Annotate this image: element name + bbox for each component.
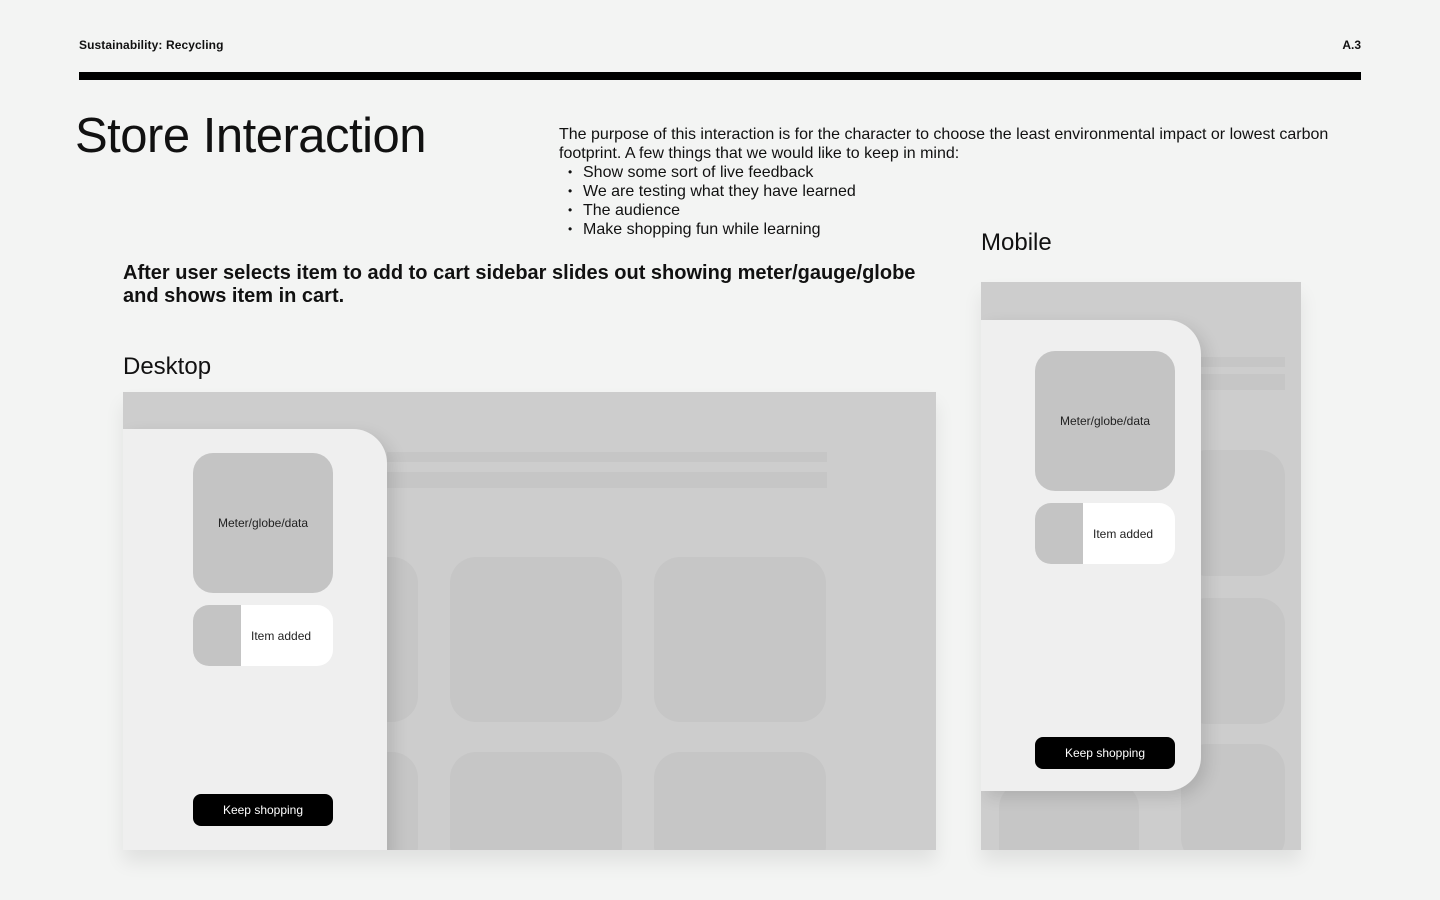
mobile-mockup (981, 282, 1301, 850)
keep-shopping-button[interactable]: Keep shopping (1035, 737, 1175, 769)
page-title: Store Interaction (75, 109, 427, 163)
intro-text: The purpose of this interaction is for the character to choose the least environmental impact or lowest carbon footprint. A few things that we would like to keep in mind: (559, 126, 1329, 162)
placeholder-product-card (450, 752, 622, 850)
placeholder-bar (1201, 374, 1285, 390)
cart-item-label: Item added (251, 628, 312, 643)
intro-bullet: • The audience (568, 201, 1359, 220)
meter-label: Meter/globe/data (1059, 414, 1151, 428)
intro-bullet-list (568, 163, 1359, 239)
intro-block (559, 125, 1359, 239)
mobile-label: Mobile (981, 229, 1052, 256)
placeholder-product-card (450, 557, 622, 722)
placeholder-bar (387, 452, 827, 462)
cart-item-thumbnail (1035, 503, 1083, 564)
cart-sidebar (981, 320, 1201, 791)
instruction-text: After user selects item to add to cart sidebar slides out showing meter/gauge/globe and shows item in cart. (123, 262, 916, 307)
meter-globe-placeholder (1035, 351, 1175, 491)
placeholder-product-card (999, 782, 1139, 850)
cart-item[interactable] (193, 605, 333, 666)
keep-shopping-button[interactable]: Keep shopping (193, 794, 333, 826)
meter-label: Meter/globe/data (217, 516, 309, 530)
intro-bullet: • Make shopping fun while learning (568, 220, 1359, 239)
placeholder-product-card (654, 752, 826, 850)
page-code: A.3 (1342, 38, 1361, 52)
placeholder-bar (1201, 357, 1285, 367)
desktop-mockup (123, 392, 936, 850)
section-title: Sustainability: Recycling (79, 38, 224, 52)
placeholder-bar (387, 472, 827, 488)
desktop-label: Desktop (123, 353, 212, 380)
intro-bullet: • Show some sort of live feedback (568, 163, 1359, 182)
cart-sidebar (123, 429, 387, 850)
meter-globe-placeholder (193, 453, 333, 593)
intro-bullet: • We are testing what they have learned (568, 182, 1359, 201)
placeholder-product-card (654, 557, 826, 722)
cart-item-label: Item added (1093, 526, 1154, 541)
cart-item-thumbnail (193, 605, 241, 666)
header-divider (79, 72, 1361, 80)
cart-item[interactable] (1035, 503, 1175, 564)
